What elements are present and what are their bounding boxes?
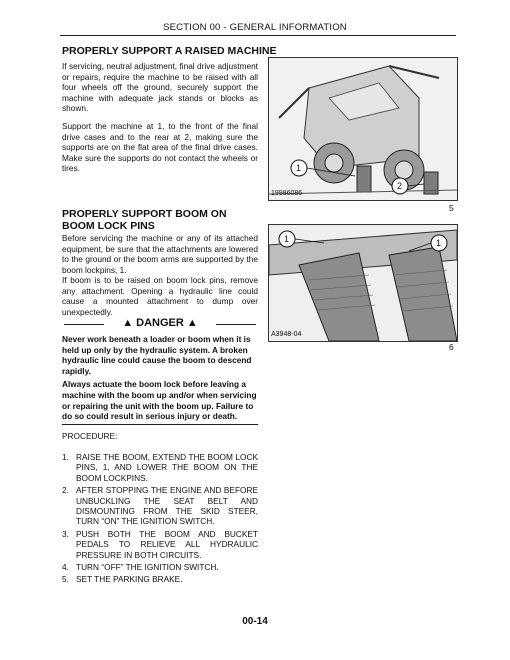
procedure-step: 5. SET THE PARKING BRAKE. [62,574,183,585]
raised-machine-paragraph-1: If servicing, neutral adjustment, final drive adjustment or repairs, require the machine to be raised with all four wheels off the ground, securely support the machine with adequate jack stands or blocks as shown. [62,61,258,114]
warning-triangle-icon: ▲ [186,317,198,329]
figure-boom-lock-pins-illustration [268,224,458,342]
figure-number: 5 [449,203,454,213]
callout-1-left: 1 [284,234,290,244]
danger-label: DANGER [136,317,184,329]
warning-triangle-icon: ▲ [122,317,134,329]
figure-id: 19986086 [271,190,303,197]
danger-banner [62,317,258,331]
procedure-step: 2. AFTER STOPPING THE ENGINE AND BEFORE UNBUCKLING THE SEAT BELT AND DISMOUNTING FROM THE SKID STEER, TURN “ON” THE IGNITION SWITCH. [62,485,258,527]
figure-id: A3948-04 [271,331,302,338]
header-rule [60,35,456,36]
procedure-step: 4. TURN “OFF” THE IGNITION SWITCH. [62,562,219,573]
section-title-boom-lock-pins: PROPERLY SUPPORT BOOM ON BOOM LOCK PINS [62,208,227,232]
callout-2: 2 [397,181,403,191]
procedure-step: 1. RAISE THE BOOM, EXTEND THE BOOM LOCK PINS, 1, AND LOWER THE BOOM ON THE BOOM LOCKPINS. [62,452,258,483]
procedure-label: PROCEDURE: [62,431,118,441]
section-title-raised-machine: PROPERLY SUPPORT A RAISED MACHINE [62,45,277,57]
procedure-steps [62,452,258,587]
danger-warning-1: Never work beneath a loader or boom when it is held up only by the hydraulic system. A broken hydraulic line could cause the boom to descend rapidly. [62,334,252,376]
callout-1: 1 [296,163,302,173]
raised-machine-paragraph-2: Support the machine at 1, to the front of the final drive cases and to the rear at 2, making sure the supports are on the flat area of the final drive cases. Make sure the supports do not contact the wheels or tires. [62,121,258,174]
danger-label-row [62,317,258,329]
section-header: SECTION 00 - GENERAL INFORMATION [163,22,347,33]
skid-steer-jack-stands-drawing [269,58,457,200]
page-number: 00-14 [242,616,268,627]
boom-lock-paragraph-2: If boom is to be raised on boom lock pins, remove any attachment. Opening a hydraulic line could cause a mounted attachment to dump over unexpectedly. [62,275,258,317]
danger-bottom-rule [62,424,258,425]
boom-lock-paragraph-1: Before servicing the machine or any of its attached equipment, be sure that the attachments are lowered to the ground or the boom arms are supported by the boom lockpins, 1. [62,233,258,275]
figure-raised-machine-illustration [268,57,458,201]
boom-lock-pins-drawing [269,225,457,341]
danger-warning-text [62,334,258,425]
procedure-step: 3. PUSH BOTH THE BOOM AND BUCKET PEDALS TO RELIEVE ALL HYDRAULIC PRESSURE IN BOTH CIRCUITS. [62,528,258,560]
callout-1-right: 1 [436,238,442,248]
figure-number: 6 [449,342,454,352]
danger-warning-2: Always actuate the boom lock before leaving a machine with the boom up and/or when servicing or repairing the unit with the boom up. Failure to do so could result in serious injury or death. [62,379,257,422]
